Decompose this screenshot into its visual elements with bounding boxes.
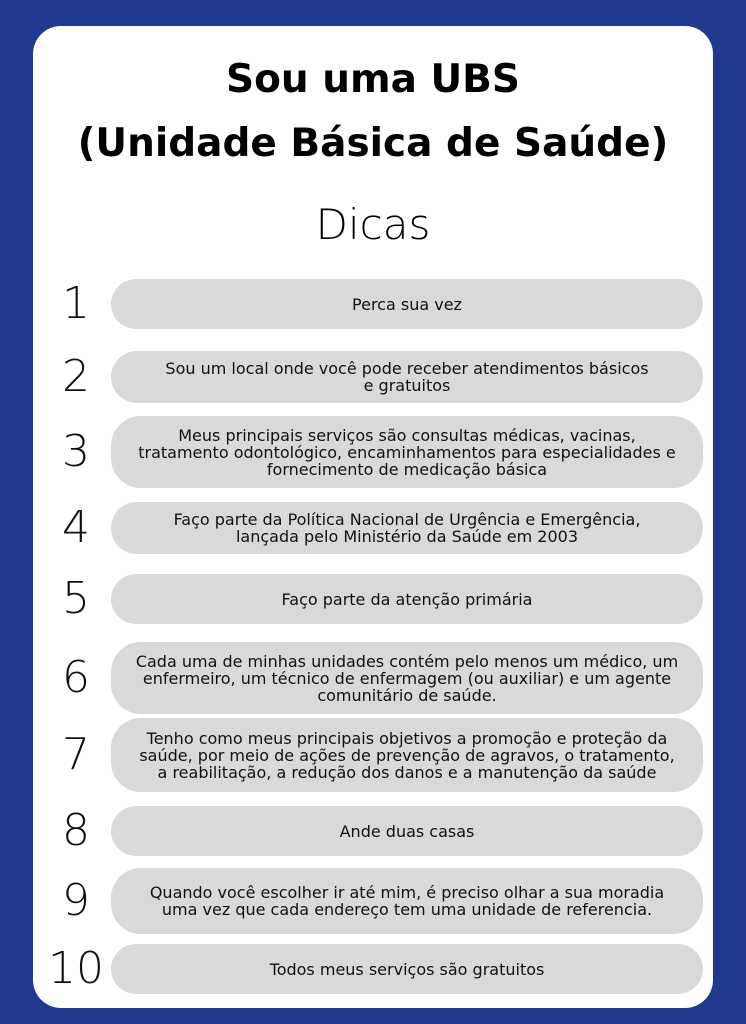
tip-pill xyxy=(111,868,703,934)
title-line-2: (Unidade Básica de Saúde) xyxy=(77,121,669,166)
tip-text: Cada uma de minhas unidades contém pelo menos um médico, um enfermeiro, um técnico de enfermagem (ou auxiliar) e um agente comunitário de saúde. xyxy=(135,651,679,705)
tip-number: 10 xyxy=(48,943,104,994)
tip-row-9 xyxy=(33,868,713,934)
tip-number: 7 xyxy=(62,729,90,780)
tip-pill xyxy=(111,718,703,792)
tip-row-4 xyxy=(33,502,713,554)
tip-pill xyxy=(111,351,703,403)
tip-text: Quando você escolher ir até mim, é preciso olhar a sua moradia uma vez que cada endereço tem uma unidade de referencia. xyxy=(149,883,665,919)
tip-pill xyxy=(111,944,703,994)
tip-row-8 xyxy=(33,806,713,856)
tip-row-3 xyxy=(33,416,713,488)
tip-text: Meus principais serviços são consultas médicas, vacinas, tratamento odontológico, encaminhamentos para especialidades e fornecimento de medicação básica xyxy=(138,425,676,479)
tip-number: 9 xyxy=(62,875,90,926)
tip-text: Sou um local onde você pode receber atendimentos básicos e gratuitos xyxy=(165,359,649,395)
tip-number: 2 xyxy=(62,351,90,402)
tip-row-6 xyxy=(33,642,713,714)
tip-row-5 xyxy=(33,574,713,624)
tip-row-7 xyxy=(33,718,713,792)
tip-number: 4 xyxy=(62,502,90,553)
tip-number: 1 xyxy=(62,278,90,329)
tip-text: Tenho como meus principais objetivos a promoção e proteção da saúde, por meio de ações de prevenção de agravos, o tratamento, a reabilitação, a redução dos danos e a manutenção da saúde xyxy=(139,728,675,782)
tip-pill xyxy=(111,279,703,329)
tip-text: Ande duas casas xyxy=(339,821,475,841)
tip-pill xyxy=(111,574,703,624)
tips-card xyxy=(33,26,713,1008)
tip-pill xyxy=(111,416,703,488)
tip-text: Faço parte da Política Nacional de Urgência e Emergência, lançada pelo Ministério da Saúde em 2003 xyxy=(173,510,641,546)
tip-row-2 xyxy=(33,351,713,403)
tip-number: 5 xyxy=(62,573,90,624)
tip-pill xyxy=(111,806,703,856)
tip-number: 3 xyxy=(62,426,90,477)
subtitle: Dicas xyxy=(315,200,431,249)
tip-text: Faço parte da atenção primária xyxy=(281,589,533,609)
tip-number: 6 xyxy=(62,652,90,703)
tip-number: 8 xyxy=(62,805,90,856)
tip-pill xyxy=(111,642,703,714)
tip-row-10 xyxy=(33,944,713,994)
tip-text: Todos meus serviços são gratuitos xyxy=(269,959,545,979)
tip-row-1 xyxy=(33,279,713,329)
title-line-1: Sou uma UBS xyxy=(225,57,520,102)
tip-pill xyxy=(111,502,703,554)
tip-text: Perca sua vez xyxy=(352,294,462,314)
